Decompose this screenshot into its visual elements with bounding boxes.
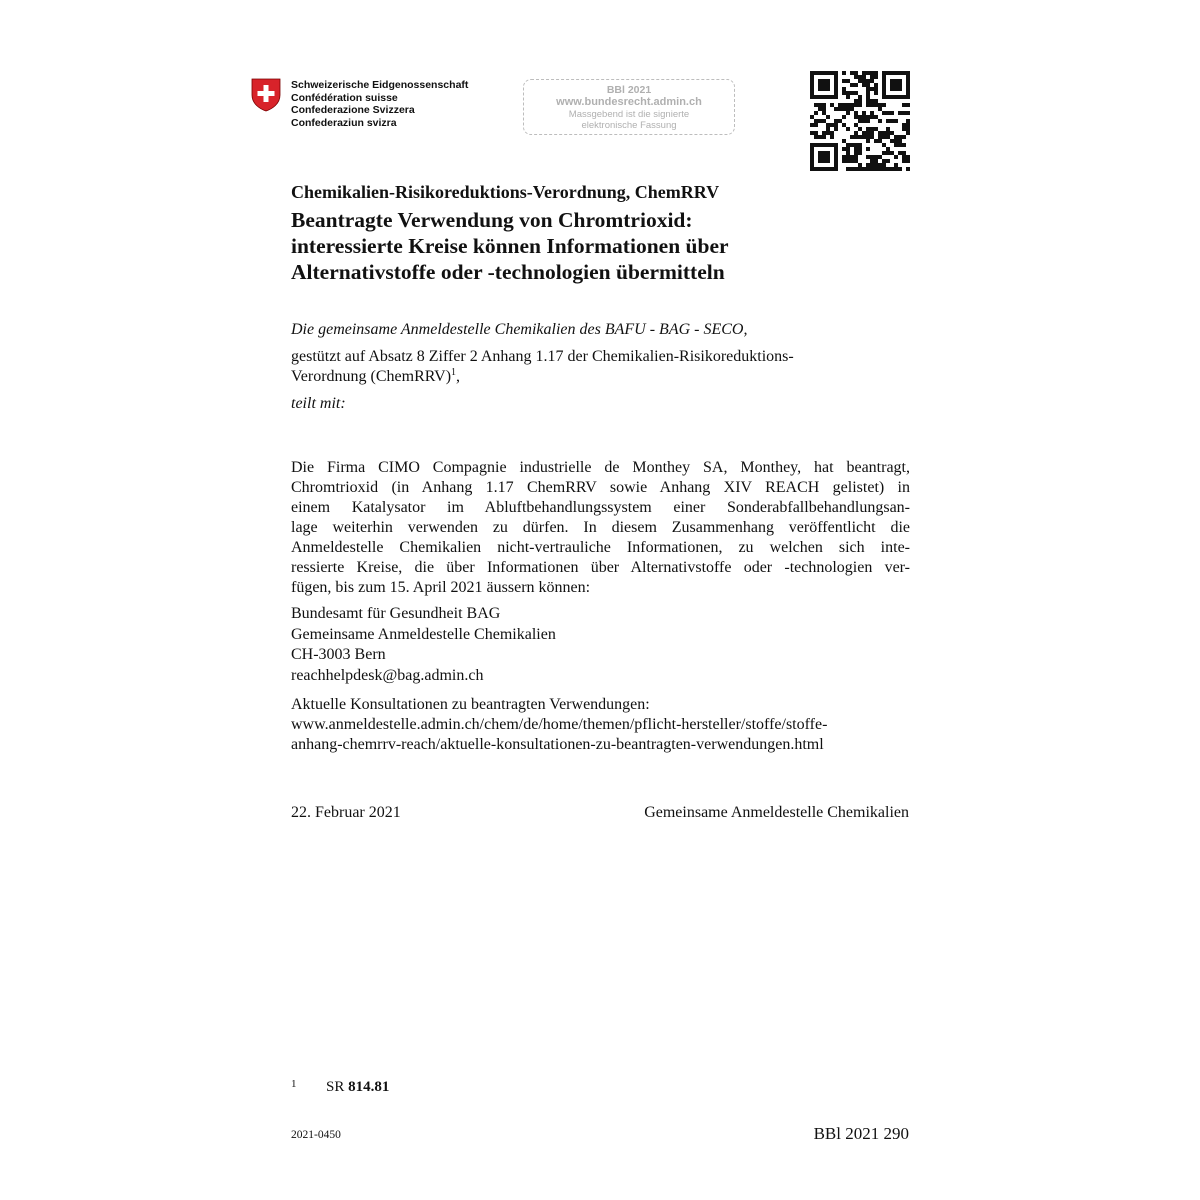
consultations-url[interactable]: www.anmeldestelle.admin.ch/chem/de/home/themen/pflicht-hersteller/stoffe/stoffe- bbox=[291, 716, 828, 733]
swiss-cross-shield-icon bbox=[251, 78, 281, 112]
main-title-line: Alternativstoffe oder -technologien übermitteln bbox=[291, 260, 725, 284]
main-title-line: interessierte Kreise können Informationen über bbox=[291, 234, 729, 258]
consultations-url[interactable]: anhang-chemrrv-reach/aktuelle-konsultationen-zu-beantragten-verwendungen.html bbox=[291, 736, 824, 753]
stamp-note-1: Massgebend ist die signierte bbox=[568, 109, 690, 120]
confederation-line-de: Schweizerische Eidgenossenschaft bbox=[291, 79, 469, 91]
bbl-reference: BBl 2021 290 bbox=[813, 1124, 909, 1143]
footnote-prefix: SR bbox=[326, 1079, 349, 1095]
confederation-line-rm: Confederaziun svizra bbox=[291, 116, 397, 129]
footnote-text bbox=[326, 1079, 389, 1096]
address-city: CH-3003 Bern bbox=[291, 646, 386, 663]
address-email[interactable]: reachhelpdesk@bag.admin.ch bbox=[291, 666, 484, 684]
confederation-line-fr: Confédération suisse bbox=[291, 91, 398, 104]
paragraph-line: einem Katalysator im Abluftbehandlungssystem einer Sonderabfallbehandlungsan- bbox=[291, 499, 910, 516]
consultations-label: Aktuelle Konsultationen zu beantragten Verwendungen: bbox=[291, 696, 650, 713]
issuer: Die gemeinsame Anmeldestelle Chemikalien des BAFU - BAG - SECO, bbox=[291, 321, 748, 338]
legal-basis-text: Verordnung (ChemRRV) bbox=[291, 368, 452, 385]
legal-basis-line: gestützt auf Absatz 8 Ziffer 2 Anhang 1.17 der Chemikalien-Risikoreduktions- bbox=[291, 348, 794, 365]
main-title bbox=[291, 207, 851, 285]
confederation-line-it: Confederazione Svizzera bbox=[291, 104, 415, 116]
address-department: Gemeinsame Anmeldestelle Chemikalien bbox=[291, 625, 556, 643]
paragraph-line: Chromtrioxid (in Anhang 1.17 ChemRRV sowie Anhang XIV REACH gelistet) in bbox=[291, 479, 910, 496]
footnote-number: 1 bbox=[291, 1078, 297, 1090]
address-office: Bundesamt für Gesundheit BAG bbox=[291, 605, 501, 622]
paragraph-line: fügen, bis zum 15. April 2021 äussern können: bbox=[291, 579, 591, 596]
document-number: 2021-0450 bbox=[291, 1129, 341, 1141]
paragraph-line: Die Firma CIMO Compagnie industrielle de Monthey SA, Monthey, hat beantragt, bbox=[291, 459, 910, 476]
paragraph-line: ressierte Kreise, die über Informationen über Alternativstoffe oder -technologien ver- bbox=[291, 559, 910, 576]
paragraph-line: lage weiterhin verwenden zu dürfen. In diesem Zusammenhang veröffentlicht die bbox=[291, 519, 910, 536]
signer: Gemeinsame Anmeldestelle Chemikalien bbox=[644, 804, 909, 821]
contact-address bbox=[291, 604, 556, 686]
act-title: Chemikalien-Risikoreduktions-Verordnung, ChemRRV bbox=[291, 182, 720, 202]
stamp-url: www.bundesrecht.admin.ch bbox=[556, 96, 702, 108]
consultations bbox=[291, 695, 827, 755]
legal-basis-line bbox=[291, 367, 911, 387]
legal-basis-comma: , bbox=[456, 368, 461, 385]
teilt-mit: teilt mit: bbox=[291, 395, 346, 412]
paragraph-line: Anmeldestelle Chemikalien nicht-vertrauliche Informationen, zu welchen sich inte- bbox=[291, 539, 910, 556]
document-date: 22. Februar 2021 bbox=[291, 804, 401, 821]
publication-stamp bbox=[523, 79, 735, 135]
body-paragraph bbox=[291, 458, 910, 598]
footnote-reference[interactable]: 1 bbox=[451, 367, 457, 378]
stamp-note-2: elektronische Fassung bbox=[581, 120, 677, 131]
qr-code-icon bbox=[810, 71, 910, 171]
stamp-bbl: BBl 2021 bbox=[606, 84, 652, 96]
footnote-sr-number: 814.81 bbox=[348, 1079, 390, 1095]
main-title-line: Beantragte Verwendung von Chromtrioxid: bbox=[291, 208, 693, 232]
legal-basis bbox=[291, 347, 911, 387]
confederation-name bbox=[291, 79, 468, 129]
